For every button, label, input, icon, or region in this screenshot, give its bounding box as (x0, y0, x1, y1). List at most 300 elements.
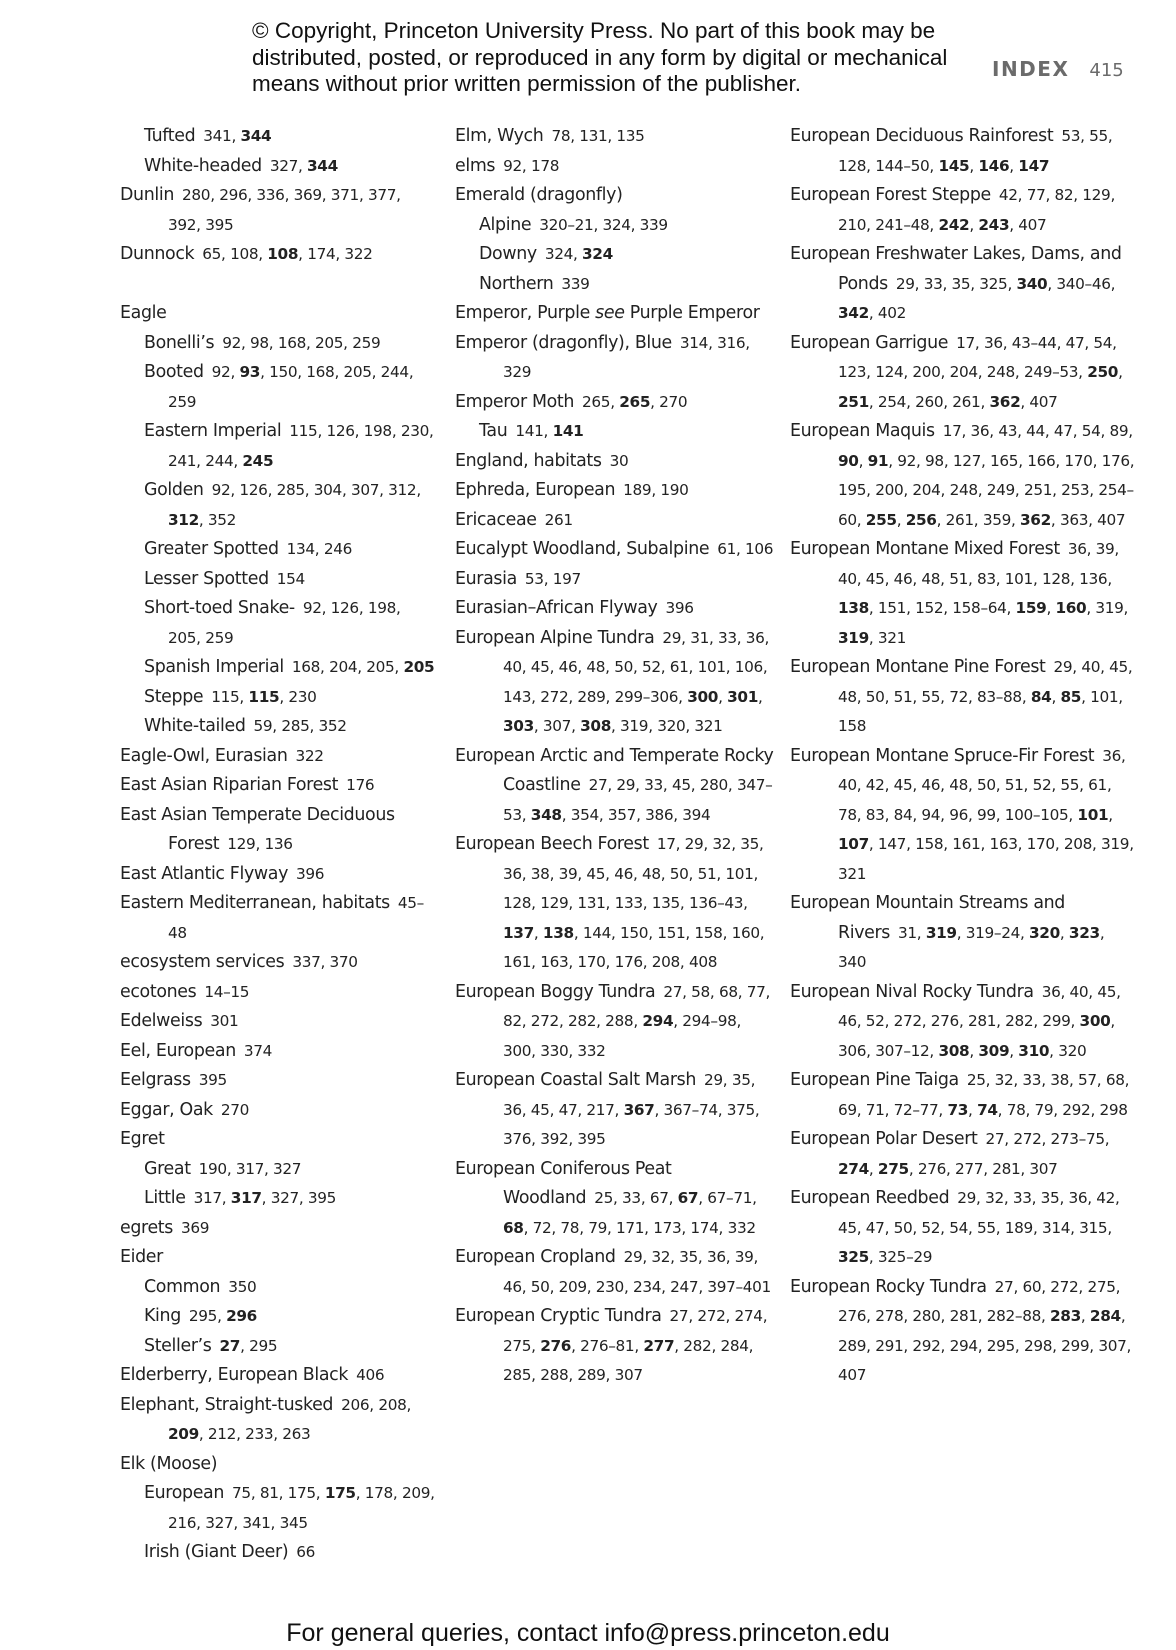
page-ref: 275 (1087, 1277, 1116, 1296)
page-ref: 35 (740, 835, 759, 853)
page-ref: 46 (614, 864, 633, 883)
page-ref: 281 (992, 1159, 1021, 1178)
index-term: Spanish Imperial (144, 657, 284, 677)
page-ref: 161 (952, 835, 981, 853)
page-ref: 340 (838, 953, 867, 971)
page-ref: 251 (1023, 481, 1053, 499)
page-ref: 189 (1004, 1218, 1033, 1237)
page-ref: 230 (400, 422, 430, 440)
page-ref: 370 (329, 953, 358, 971)
page-locators (296, 865, 324, 883)
page-ref: 84 (893, 805, 913, 824)
index-subentry (120, 653, 435, 683)
page-ref-illustration: 362 (989, 392, 1021, 411)
page-ref: 44 (1026, 422, 1045, 440)
page-ref: 289 (577, 687, 606, 706)
page-ref: 285 (503, 1366, 532, 1384)
index-term: Eider (120, 1247, 163, 1267)
page-ref: 263 (282, 1425, 311, 1443)
page-locators: 31, 319, 319–24, 320, 323, 340 (838, 923, 1105, 971)
page-ref: 45–48 (168, 894, 424, 942)
page-ref: 320 (1058, 1041, 1087, 1060)
page-ref: 98 (250, 333, 269, 352)
page-ref: 35 (1040, 1189, 1060, 1207)
page-locators: 29, 33, 35, 325, 340, 340–46, 342, 402 (838, 274, 1116, 322)
page-ref: 197 (552, 569, 581, 588)
index-term: European Arctic and Temperate Rocky Coastline (455, 745, 774, 795)
index-term: European Nival Rocky Tundra (790, 981, 1034, 1002)
page-ref: 294 (949, 1336, 978, 1355)
page-ref: 27 (985, 1130, 1005, 1148)
page-ref: 61 (1088, 776, 1107, 794)
page-ref-illustration: 255 (865, 510, 897, 529)
page-locators: 92, 178 (503, 156, 560, 175)
page-ref: 345 (279, 1513, 308, 1532)
index-entry (455, 152, 775, 182)
page-ref: 407 (838, 1366, 867, 1384)
page-ref: 371 (330, 186, 359, 204)
page-ref: 71 (865, 1100, 885, 1119)
page-ref: 273–75 (1050, 1130, 1105, 1148)
page-ref: 45 (1097, 982, 1117, 1001)
page-ref: 341 (203, 127, 232, 145)
page-ref: 282 (683, 1336, 712, 1355)
index-term: Booted (144, 362, 204, 382)
index-entry (120, 1125, 435, 1155)
page-ref: 43 (998, 422, 1018, 440)
page-ref: 272 (1013, 1130, 1042, 1148)
page-ref: 82 (503, 1012, 522, 1030)
page-ref: 32 (985, 1189, 1004, 1207)
page-ref: 289 (577, 1366, 606, 1384)
page-ref: 36 (1067, 540, 1087, 558)
page-ref: 397–401 (707, 1277, 771, 1296)
page-ref: 375 (726, 1100, 755, 1119)
page-ref: 127 (952, 451, 981, 470)
page-ref: 234 (632, 1277, 662, 1296)
page-ref: 81 (259, 1484, 279, 1502)
page-ref: 315 (1079, 1218, 1108, 1237)
page-ref-illustration: 296 (226, 1307, 257, 1325)
page-ref-illustration: 101 (1077, 805, 1109, 824)
page-ref: 272 (893, 1012, 922, 1030)
page-ref: 29 (704, 1071, 723, 1089)
page-locators (346, 776, 374, 794)
page-ref: 31 (690, 628, 709, 647)
page-ref: 174 (307, 245, 336, 263)
page-ref-illustration: 74 (977, 1100, 998, 1119)
page-ref: 92 (211, 363, 231, 381)
page-ref: 270 (220, 1100, 250, 1119)
page-ref: 307 (614, 1366, 643, 1384)
page-ref: 54 (949, 1218, 968, 1237)
page-ref: 36 (706, 1248, 726, 1266)
index-term: Eelgrass (120, 1070, 191, 1090)
page-ref: 126 (330, 599, 359, 617)
page-ref: 136–43 (688, 894, 744, 912)
page-locators: 314, 316, 329 (503, 333, 750, 381)
page-ref: 280 (182, 186, 211, 204)
page-ref-illustration: 303 (503, 717, 534, 735)
page-ref: 45 (1109, 658, 1128, 676)
index-term: European Cropland (455, 1247, 616, 1267)
page-ref: 48 (586, 658, 606, 676)
index-term: Edelweiss (120, 1011, 203, 1031)
page-ref: 230 (595, 1277, 624, 1296)
index-term: European Montane Mixed Forest (790, 539, 1060, 559)
index-term: European Beech Forest (455, 834, 649, 854)
page-locators: 29, 35, 36, 45, 47, 217, 367, 367–74, 375, 376, 392, 395 (503, 1071, 760, 1148)
page-ref: 17 (942, 422, 962, 440)
page-ref: 42 (865, 776, 885, 794)
page-ref: 296 (219, 186, 248, 204)
page-ref-illustration: 115 (248, 687, 280, 706)
index-term: Eastern Mediterranean, habitats (120, 893, 390, 913)
page-ref: 68 (1105, 1071, 1125, 1089)
page-ref-illustration: 319 (838, 628, 869, 647)
index-term: Northern (479, 273, 554, 294)
index-entry (455, 1302, 775, 1391)
page-locators (296, 747, 324, 765)
page-ref: 198 (363, 422, 392, 440)
index-term: European Coniferous Peat Woodland (455, 1158, 672, 1208)
index-term: Eel, European (120, 1040, 236, 1061)
page-locators (356, 1366, 384, 1384)
page-ref: 294–98 (682, 1012, 737, 1030)
page-ref: 27 (669, 1307, 689, 1325)
index-term: ecotones (120, 981, 197, 1002)
page-ref: 171 (616, 1218, 645, 1237)
page-ref-illustration: 68 (503, 1218, 524, 1237)
page-ref: 282–88 (986, 1307, 1041, 1325)
page-ref: 168 (291, 658, 321, 676)
page-ref: 175 (287, 1484, 316, 1502)
page-ref: 100–105 (1004, 805, 1069, 824)
page-ref: 39 (1095, 540, 1115, 558)
page-ref: 272 (530, 1012, 559, 1030)
index-entry (790, 122, 1135, 181)
page-ref: 408 (688, 953, 718, 971)
page-locators: 27, 295 (219, 1336, 278, 1355)
page-ref: 369 (293, 186, 322, 204)
page-ref: 319 (620, 717, 649, 735)
page-locators (210, 1012, 238, 1030)
page-ref: 319 (1095, 599, 1124, 617)
page-ref: 278 (875, 1307, 904, 1325)
page-ref: 126 (326, 422, 355, 440)
page-ref-illustration: 310 (1018, 1041, 1050, 1060)
index-term: White-tailed (144, 716, 246, 736)
index-term: European Coastal Salt Marsh (455, 1070, 697, 1090)
page-ref: 51 (949, 569, 968, 588)
index-term: European Rocky Tundra (790, 1276, 987, 1297)
index-term: European (144, 1483, 225, 1503)
page-ref: 50 (669, 864, 689, 883)
page-ref: 168 (277, 333, 306, 352)
page-ref: 133 (614, 894, 643, 912)
page-ref: 82 (1054, 186, 1074, 204)
page-ref: 324 (602, 215, 631, 234)
page-ref: 54 (1081, 422, 1101, 440)
page-ref: 394 (682, 805, 711, 824)
index-term: Emperor Moth (455, 391, 575, 412)
page-ref: 395 (577, 1130, 606, 1148)
index-subentry (120, 1479, 435, 1538)
page-ref-illustration: 283 (1050, 1307, 1081, 1325)
index-term: European Cryptic Tundra (455, 1306, 662, 1326)
page-ref: 38 (530, 864, 550, 883)
page-ref: 92 (302, 599, 322, 617)
page-ref: 17 (956, 333, 975, 352)
page-ref: 129 (540, 894, 569, 912)
page-ref-illustration: 90 (838, 451, 859, 470)
index-subentry (120, 1155, 435, 1185)
page-ref-illustration: 209 (168, 1425, 199, 1443)
page-ref: 131 (579, 127, 608, 145)
page-ref: 61 (717, 540, 736, 558)
page-ref: 369 (180, 1218, 210, 1237)
page-ref: 377 (367, 186, 397, 204)
page-ref: 29 (684, 835, 704, 853)
index-term: Ephreda, European (455, 480, 616, 500)
page-ref: 406 (356, 1366, 385, 1384)
page-ref-illustration: 205 (403, 658, 435, 676)
page-ref: 67–71 (707, 1189, 753, 1207)
page-ref: 336 (256, 186, 285, 204)
page-ref: 320 (657, 717, 686, 735)
index-subentry (120, 565, 435, 595)
index-term: Eastern Imperial (144, 421, 282, 441)
page-locators (204, 983, 249, 1001)
page-ref-illustration: 242 (938, 215, 970, 234)
page-ref: 66 (296, 1543, 316, 1561)
page-ref: 36 (983, 333, 1003, 352)
index-entry (455, 329, 775, 388)
page-ref-illustration: 274 (838, 1159, 869, 1178)
page-ref: 354 (570, 805, 599, 824)
page-ref: 301 (210, 1012, 239, 1030)
page-ref: 50 (614, 658, 633, 676)
page-ref: 143 (503, 687, 532, 706)
page-ref: 53 (1061, 127, 1081, 145)
page-ref: 325 (979, 274, 1008, 293)
page-locators: 29, 31, 33, 36, 40, 45, 46, 48, 50, 52, 61, 101, 106, 143, 272, 289, 299–306, 300, 301, 303, 307, 308, 319, 320, 321 (503, 628, 770, 735)
index-term: European Freshwater Lakes, Dams, and Ponds (790, 244, 1122, 294)
page-ref: 69 (838, 1100, 857, 1119)
index-term: Elephant, Straight-tusked (120, 1394, 334, 1415)
page-ref: 40 (503, 658, 522, 676)
page-ref-illustration: 147 (1018, 156, 1050, 175)
page-ref: 29 (895, 274, 915, 293)
page-ref: 352 (207, 510, 237, 529)
page-ref: 39 (558, 864, 578, 883)
page-ref: 46 (838, 1012, 857, 1030)
index-entry (790, 1125, 1135, 1184)
page-ref: 173 (653, 1218, 682, 1237)
page-ref-illustration: 277 (643, 1336, 675, 1355)
page-ref: 307 (542, 717, 572, 735)
page-ref: 151 (657, 923, 686, 942)
page-ref: 330 (540, 1041, 569, 1060)
page-locators: 59, 285, 352 (253, 717, 347, 735)
page-ref: 320–21 (539, 215, 594, 234)
page-ref: 292 (912, 1336, 941, 1355)
page-ref: 128 (838, 156, 867, 175)
page-ref: 285 (276, 481, 305, 499)
index-entry (120, 860, 435, 890)
page-ref: 241–48 (875, 215, 930, 234)
page-ref-illustration: 146 (978, 156, 1010, 175)
index-entry (120, 978, 435, 1008)
page-ref: 72–77 (893, 1100, 939, 1119)
page-locators: 92, 126, 285, 304, 307, 312, 312, 352 (168, 481, 421, 529)
page-ref: 45 (586, 864, 606, 883)
index-term: ecosystem services (120, 952, 285, 972)
index-subentry (455, 417, 775, 447)
page-locators: 206, 208, 209, 212, 233, 263 (168, 1395, 411, 1443)
page-locators: 27, 29, 33, 45, 280, 347–53, 348, 354, 357, 386, 394 (503, 776, 773, 824)
index-entry (790, 889, 1135, 978)
page-ref-illustration: 91 (867, 451, 889, 470)
page-ref: 42 (1096, 1189, 1116, 1207)
page-ref: 163 (540, 953, 569, 971)
page-ref: 163 (989, 835, 1018, 853)
page-ref: 288 (605, 1012, 634, 1030)
page-ref: 392 (168, 215, 197, 234)
page-ref: 135 (616, 127, 645, 145)
page-ref: 75 (232, 1484, 251, 1502)
index-subentry (120, 1184, 435, 1214)
page-ref-illustration: 256 (905, 510, 937, 529)
index-entry (120, 240, 435, 270)
page-locators: 36, 39, 40, 45, 46, 48, 51, 83, 101, 128, 136, 138, 151, 152, 158–64, 159, 160, 319, 319, 321 (838, 540, 1129, 647)
page-locators: 280, 296, 336, 369, 371, 377, 392, 395 (168, 186, 401, 234)
page-ref-illustration: 309 (978, 1041, 1010, 1060)
index-term: European Boggy Tundra (455, 981, 656, 1002)
page-locators (277, 570, 305, 588)
page-locators: 189, 190 (623, 481, 689, 499)
page-locators: 42, 77, 82, 129, 210, 241–48, 242, 243, 407 (838, 186, 1115, 234)
page-ref: 51 (893, 687, 913, 706)
page-ref-illustration: 175 (324, 1484, 356, 1502)
page-ref: 134 (286, 540, 315, 558)
index-entry (120, 1450, 435, 1480)
section-title: INDEX (992, 57, 1070, 81)
page-ref-illustration: 160 (1055, 599, 1087, 617)
index-term: Alpine (479, 214, 532, 235)
page-ref: 92 (222, 333, 241, 352)
page-ref-illustration: 67 (677, 1189, 699, 1207)
page-ref: 92 (897, 451, 917, 470)
page-ref: 198 (367, 599, 397, 617)
page-locators: 341, 344 (203, 127, 272, 145)
page-locators: 27, 272, 273–75, 274, 275, 276, 277, 281, 307 (838, 1130, 1110, 1178)
page-ref-illustration: 284 (1089, 1307, 1121, 1325)
index-subentry (455, 211, 775, 241)
page-ref: 165 (990, 451, 1019, 470)
index-term: European Reedbed (790, 1188, 950, 1208)
page-ref-illustration: 85 (1060, 687, 1082, 706)
index-term: Eurasia (455, 568, 517, 589)
index-entry (455, 594, 775, 624)
page-locators: 320–21, 324, 339 (539, 215, 668, 234)
page-ref: 60 (1022, 1277, 1042, 1296)
page-ref: 52 (865, 1012, 885, 1030)
page-ref: 45 (865, 569, 885, 588)
see-reference: see (595, 303, 625, 323)
page-ref: 241 (168, 451, 197, 470)
page-ref: 327 (273, 1159, 302, 1178)
page-ref: 48 (949, 776, 968, 794)
index-subentry (120, 476, 435, 535)
page-ref: 282 (567, 1012, 597, 1030)
page-ref: 141 (515, 422, 544, 440)
page-ref: 272 (1050, 1277, 1079, 1296)
page-ref: 147 (877, 835, 907, 853)
page-ref: 48 (921, 569, 941, 588)
page-locators: 92, 93, 150, 168, 205, 244, 259 (168, 363, 414, 411)
page-ref-illustration: 243 (978, 215, 1010, 234)
page-ref: 244 (205, 451, 234, 470)
page-ref: 45 (671, 776, 691, 794)
page-ref: 29 (623, 1248, 643, 1266)
page-ref-illustration: 317 (230, 1189, 262, 1207)
page-locators: 327, 344 (269, 156, 338, 175)
page-ref: 204 (912, 481, 941, 499)
page-ref: 299 (1042, 1012, 1071, 1030)
index-term: Little (144, 1188, 186, 1208)
page-ref: 33 (622, 1189, 641, 1207)
page-ref: 319 (1101, 835, 1130, 853)
page-ref: 36 (745, 628, 765, 647)
page-ref: 51 (1004, 776, 1024, 794)
page-ref: 337 (292, 953, 321, 971)
page-ref-illustration: 342 (838, 304, 869, 322)
page-ref: 254–60 (838, 481, 1134, 529)
page-ref: 47 (558, 1100, 578, 1119)
index-term: East Asian Temperate Deciduous Forest (120, 804, 395, 854)
page-ref-illustration: 300 (687, 687, 719, 706)
index-entry (455, 624, 775, 742)
page-locators: 324, 324 (544, 245, 613, 263)
page-ref-illustration: 137 (503, 923, 534, 942)
page-ref: 136 (1079, 569, 1108, 588)
index-entry (455, 181, 775, 211)
page-locators: 265, 265, 270 (582, 392, 688, 411)
page-ref: 208 (378, 1395, 407, 1414)
index-term: egrets (120, 1217, 173, 1238)
page-ref-illustration: 319 (925, 923, 957, 942)
page-ref: 45 (893, 776, 913, 794)
page-ref: 261 (952, 392, 981, 411)
index-term: Emerald (dragonfly) (455, 185, 623, 205)
page-ref: 270 (659, 392, 688, 411)
index-entry (455, 535, 775, 565)
page-ref: 58 (691, 982, 710, 1001)
page-ref: 158 (915, 835, 944, 853)
index-subentry (120, 535, 435, 565)
page-ref: 248 (986, 363, 1015, 381)
page-ref: 230 (288, 687, 317, 706)
page-ref: 292 (1062, 1100, 1091, 1119)
page-ref: 35 (731, 1071, 751, 1089)
page-ref: 402 (877, 304, 907, 322)
page-ref-illustration: 73 (947, 1100, 969, 1119)
index-subentry (455, 270, 775, 300)
page-locators (296, 1543, 315, 1561)
page-ref: 321 (694, 717, 723, 735)
index-entry (455, 1155, 775, 1244)
